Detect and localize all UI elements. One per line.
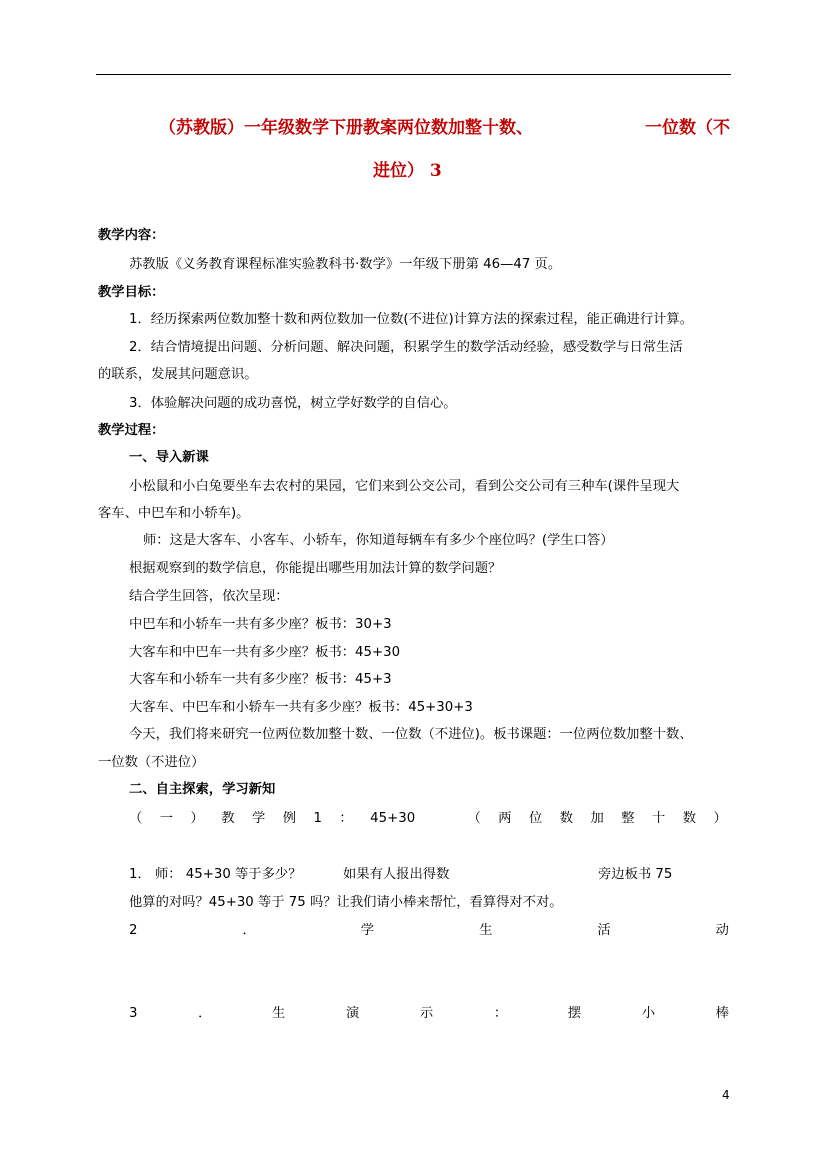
example-token: ） [713,811,727,826]
question-2: 大客车和中巴车一共有多少座？板书：45+30 [129,645,401,660]
example-token: 数 [682,811,697,826]
today-line2: 一位数（不进位） [98,755,205,770]
content-text: 苏教版《义务教育课程标准实验教科书·数学》一年级下册第 46—47 页。 [129,257,562,272]
example-1-line [129,810,727,828]
step-token: 动 [715,923,729,938]
step-token: ． [198,1006,212,1021]
step-2-line [129,922,729,940]
title-line2: 进位） 3 [373,161,442,181]
goal-2-line1: 2．结合情境提出问题、分析问题、解决问题，积累学生的数学活动经验，感受数学与日常生活 [129,340,683,355]
example-token: 1 [313,811,322,826]
goal-1: 1．经历探索两位数加整十数和两位数加一位数(不进位)计算方法的探索过程，能正确进行计算。 [129,312,694,327]
intro-line1: 小松鼠和小白兔要坐车去农村的果园，它们来到公交公司，看到公交公司有三种车(课件呈现大 [129,479,680,494]
example-token: 例 [282,811,297,826]
content-heading: 教学内容： [98,228,165,243]
step-1-a: 1． 师： 45+30 等于多少？ [129,867,302,882]
step-token: 生 [479,923,493,938]
part1-heading: 一、导入新课 [129,450,209,465]
step-token: ： [493,1006,508,1021]
example-token: 加 [590,811,604,826]
example-token: 学 [252,811,266,826]
example-token: 数 [559,811,574,826]
today-line1: 今天，我们将来研究一位两位数加整十数、一位数（不进位)。板书课题：一位两位数加整十数、 [129,727,693,742]
example-token: 整 [621,811,635,826]
step-1-b: 如果有人报出得数 [343,867,450,882]
step-1-c: 旁边板书 75 [598,867,673,882]
example-token: 位 [529,811,543,826]
step-token: ． [242,923,256,938]
example-token: 十 [652,811,666,826]
step-1-line2: 他算的对吗？45+30 等于 75 吗？让我们请小棒来帮忙，看算得对不对。 [129,895,563,910]
example-token: （ [129,811,143,826]
step-token: 活 [597,923,611,938]
question-3: 大客车和小轿车一共有多少座？板书：45+3 [129,672,392,687]
example-token: ） [190,811,204,826]
question-1: 中巴车和小轿车一共有多少座？板书：30+3 [129,617,392,632]
step-token: 摆 [567,1006,582,1021]
header-rule [96,74,731,75]
present-intro: 结合学生回答，依次呈现： [129,589,289,604]
example-token: （ [467,811,481,826]
prompt-question: 根据观察到的数学信息，你能提出哪些用加法计算的数学问题？ [129,561,502,576]
step-token: 2 [129,923,138,938]
goal-3: 3．体验解决问题的成功喜悦，树立学好数学的自信心。 [129,396,457,411]
example-token: 一 [159,811,174,826]
intro-line2: 客车、中巴车和小轿车)。 [98,506,250,521]
goals-heading: 教学目标： [98,285,165,300]
process-heading: 教学过程： [98,423,165,438]
teacher-question: 师：这是大客车、小客车、小轿车，你知道每辆车有多少个座位吗？(学生口答） [143,533,614,548]
question-4: 大客车、中巴车和小轿车一共有多少座？板书：45+30+3 [129,700,473,715]
step-token: 生 [272,1006,286,1021]
step-token: 演 [345,1006,360,1021]
part2-heading: 二、自主探索，学习新知 [129,782,276,797]
step-3-line [129,1005,729,1023]
example-token: 两 [498,811,512,826]
goal-2-line2: 的联系，发展其问题意识。 [98,367,258,382]
title-line1-right: 一位数（不 [645,118,730,138]
example-token: ： [339,811,353,826]
example-token: 教 [221,811,235,826]
page-number: 4 [722,1088,730,1102]
title-line1-left: （苏教版）一年级数学下册教案两位数加整十数、 [159,118,533,138]
step-token: 示 [419,1006,434,1021]
example-token: 45+30 [370,811,416,826]
step-token: 学 [360,923,375,938]
step-token: 小 [641,1006,656,1021]
step-token: 3 [129,1006,138,1021]
step-token: 棒 [715,1006,729,1021]
